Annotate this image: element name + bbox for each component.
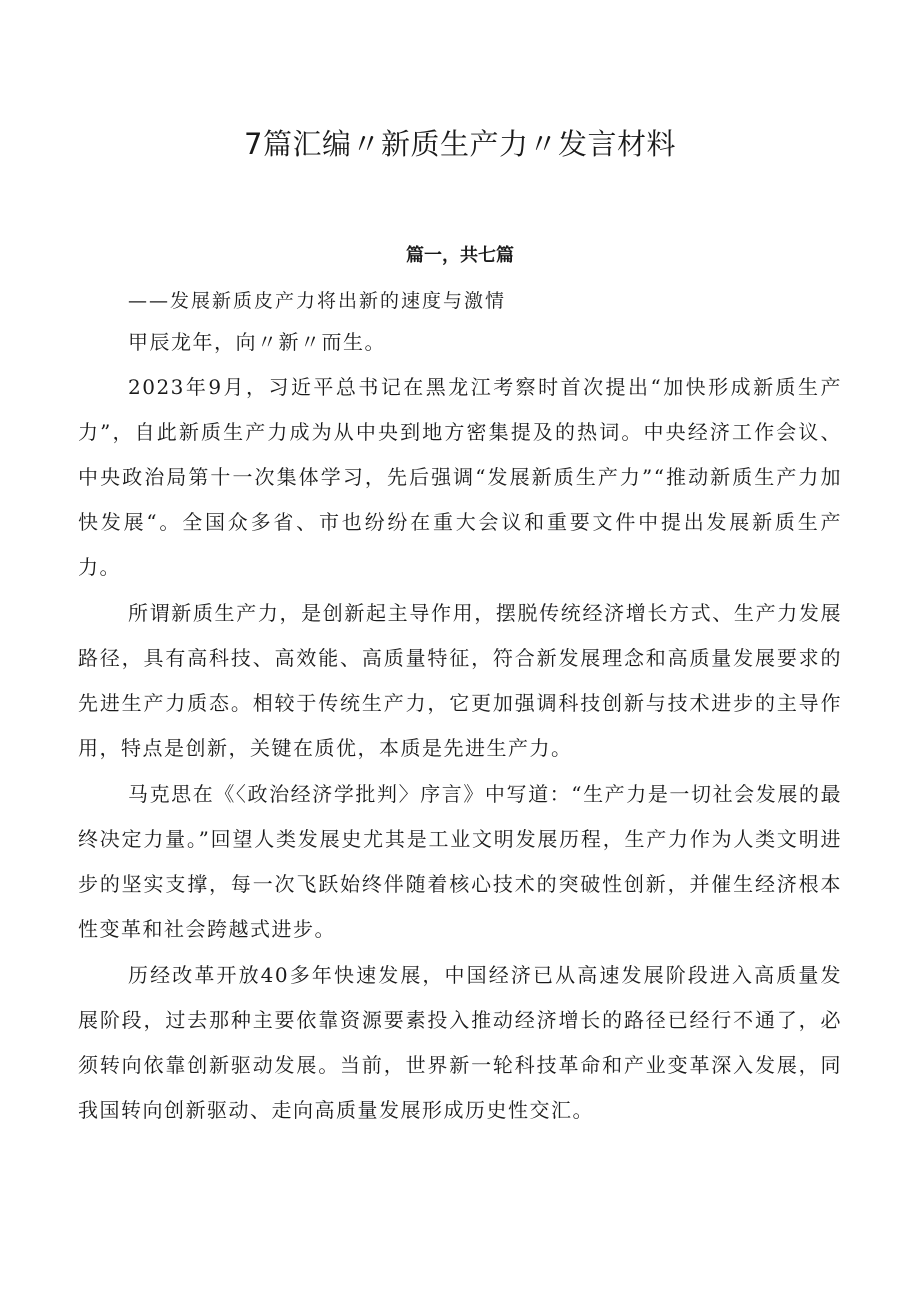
chapter-heading: 篇一，共七篇 — [406, 245, 514, 266]
paragraph: 2023年9月，习近平总书记在黑龙江考察时首次提出“加快形成新质生产力”，自此新质生产力成为从中央到地方密集提及的热词。中央经济工作会议、中央政治局第十一次集体学习，先后强调“发展新质生产力”“推动新质生产力加快发展“。全国众多省、市也纷纷在重大会议和重要文件中提出发展新质生产力。 — [78, 375, 842, 579]
document-title: 7篇汇编〃新质生产力〃发言材料 — [244, 127, 676, 161]
paragraph-intro: 甲辰龙年，向〃新〃而生。 — [128, 330, 386, 354]
body-text — [78, 320, 842, 1133]
paragraph: 马克思在《〈政治经济学批判〉序言》中写道：“生产力是一切社会发展的最终决定力量。”回望人类发展史尤其是工业文明发展历程，生产力作为人类文明进步的坚实支撑，每一次飞跃始终伴随着核心技术的突破性创新，并催生经济根本性变革和社会跨越式进步。 — [78, 782, 842, 941]
chapter-subtitle: ——发展新质皮产力将出新的速度与激情 — [128, 290, 507, 312]
paragraph: 所谓新质生产力，是创新起主导作用，摆脱传统经济增长方式、生产力发展路径，具有高科技、高效能、高质量特征，符合新发展理念和高质量发展要求的先进生产力质态。相较于传统生产力，它更加强调科技创新与技术进步的主导作用，特点是创新，关键在质优，本质是先进生产力。 — [78, 601, 842, 760]
paragraph: 历经改革开放40多年快速发展，中国经济已从高速发展阶段进入高质量发展阶段，过去那种主要依靠资源要素投入推动经济增长的路径已经行不通了，必须转向依靠创新驱动发展。当前，世界新一轮科技革命和产业变革深入发展，同我国转向创新驱动、走向高质量发展形成历史性交汇。 — [78, 963, 842, 1122]
